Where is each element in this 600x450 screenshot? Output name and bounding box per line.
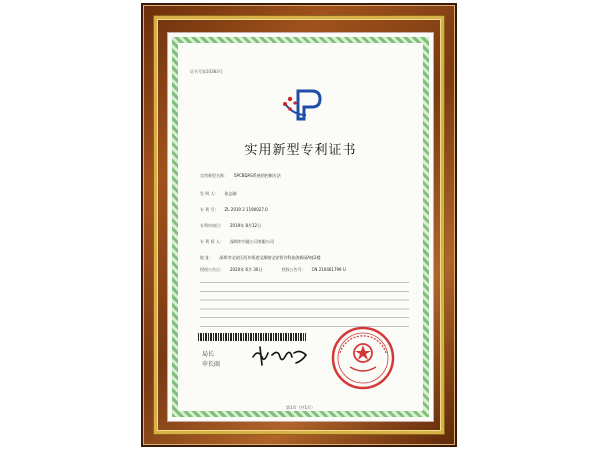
- certificate-footer: 第1页（共1页）: [285, 405, 316, 410]
- signature-label-name: 申长雨: [202, 361, 221, 368]
- barcode: [198, 333, 306, 341]
- official-red-seal-icon: [328, 323, 398, 393]
- field-utility-model-name: 实用新型名称： 5PCBDAS系统的控制方法: [200, 173, 281, 178]
- patent-certificate: [167, 32, 434, 422]
- field-inventor: 发 明 人： 张志刚: [200, 191, 237, 196]
- field-application-date: 专利申请日： 2019年 8月12日: [200, 223, 262, 228]
- certificate-title: 实用新型专利证书: [244, 143, 357, 158]
- field-grant-date: 授权公告日： 2020年 6月 30日 授权公告号： CN 210461799 U: [200, 267, 346, 272]
- signature-label-director: 局长: [202, 351, 215, 358]
- patent-office-emblem-icon: [276, 85, 326, 125]
- field-patent-number: 专 利 号： ZL 2019 2 1190027.0: [200, 207, 268, 212]
- field-address: 地 址： 深圳市宝安区西乡街道宝源路宝安智谷科技创新园A座2楼: [200, 255, 321, 260]
- handwritten-signature: [250, 345, 312, 367]
- field-patentee: 专 利 权 人： 深圳市兴能公司有限公司: [200, 239, 274, 244]
- certificate-number: 证书号第10383号: [190, 69, 223, 74]
